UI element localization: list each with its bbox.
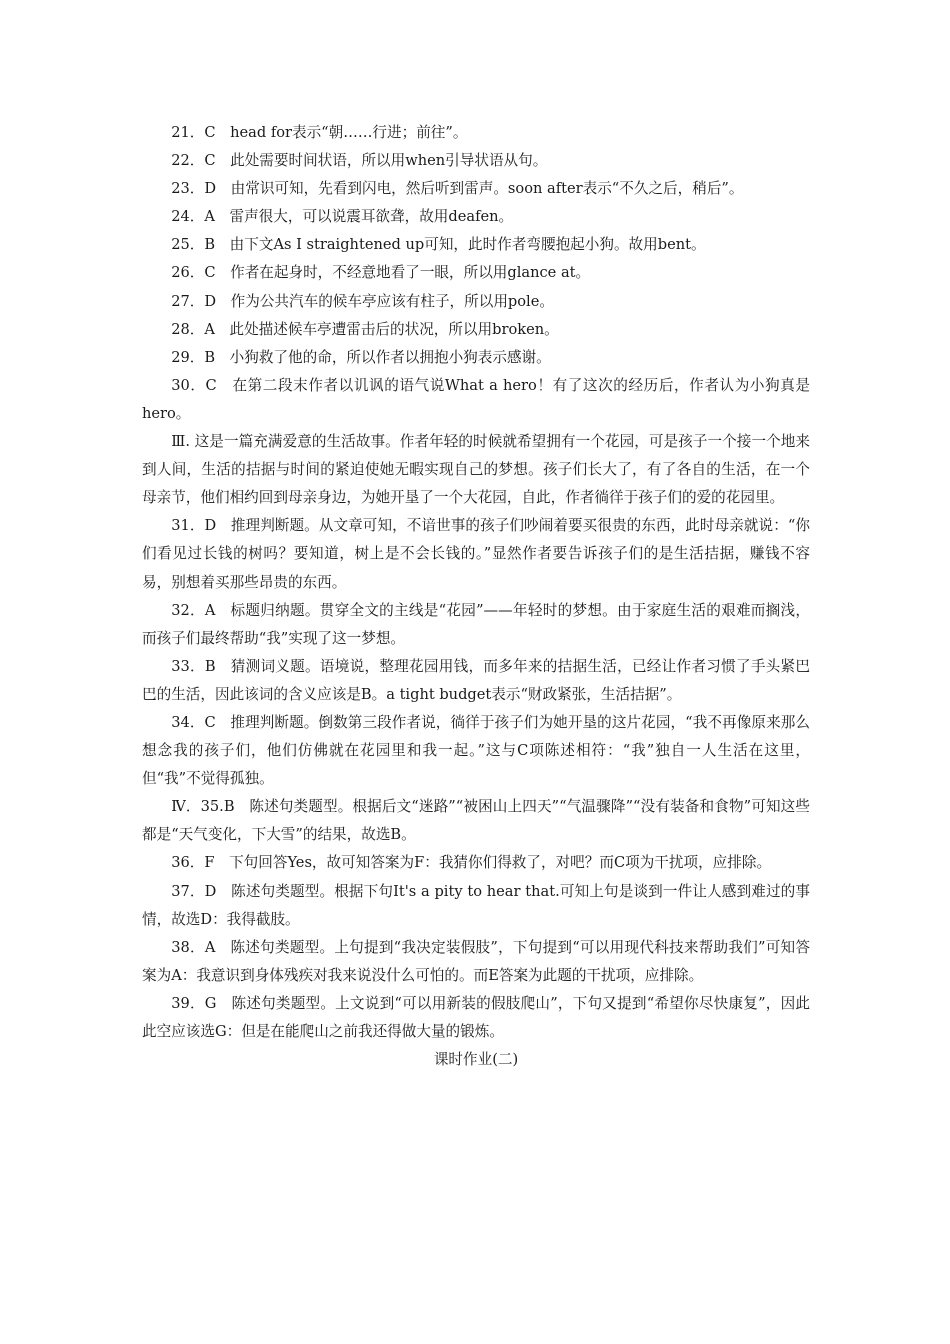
answer-38: 38．A 陈述句类题型。上句提到“我决定装假肢”，下句提到“可以用现代科技来帮助我们”可知答案为A：我意识到身体残疾对我来说没什么可怕的。而E答案为此题的干扰项，应排除。 xyxy=(142,938,810,984)
answer-28: 28．A 此处描述候车亭遭雷击后的状况，所以用broken。 xyxy=(171,320,559,338)
section-iii-summary: Ⅲ. 这是一篇充满爱意的生活故事。作者年轻的时候就希望拥有一个花园，可是孩子一个接一个地来到人间，生活的拮据与时间的紧迫使她无暇实现自己的梦想。孩子们长大了，有了各自的生活，在一个母亲节，他们相约回到母亲身边，为她开垦了一个大花园，自此，作者徜徉于孩子们的爱的花园里。 xyxy=(142,433,810,507)
answer-25: 25．B 由下文As I straightened up可知，此时作者弯腰抱起小狗。故用bent。 xyxy=(171,236,706,254)
answer-32: 32．A 标题归纳题。贯穿全文的主线是“花园”——年轻时的梦想。由于家庭生活的艰难而搁浅，而孩子们最终帮助“我”实现了这一梦想。 xyxy=(142,601,810,647)
answer-35: Ⅳ．35.B 陈述句类题型。根据后文“迷路”“被困山上四天”“气温骤降”“没有装备和食物”可知这些都是“天气变化，下大雪”的结果，故选B。 xyxy=(142,798,810,844)
answer-26: 26．C 作者在起身时，不经意地看了一眼，所以用glance at。 xyxy=(171,264,591,282)
answer-30: 30．C 在第二段末作者以讥讽的语气说What a hero！有了这次的经历后，作者认为小狗真是hero。 xyxy=(142,376,810,422)
answer-21: 21．C head for表示“朝……行进；前往”。 xyxy=(171,124,468,141)
answer-27: 27．D 作为公共汽车的候车亭应该有柱子，所以用pole。 xyxy=(171,292,554,310)
document-page xyxy=(142,119,810,1074)
answer-33: 33．B 猜测词义题。语境说，整理花园用钱，而多年来的拮据生活，已经让作者习惯了手头紧巴巴的生活，因此该词的含义应该是B。a tight budget表示“财政紧张，生活拮据”。 xyxy=(142,657,810,703)
answer-29: 29．B 小狗救了他的命，所以作者以拥抱小狗表示感谢。 xyxy=(171,348,551,366)
answer-34: 34．C 推理判断题。倒数第三段作者说，徜徉于孩子们为她开垦的这片花园，“我不再像原来那么想念我的孩子们，他们仿佛就在花园里和我一起。”这与C项陈述相符：“我”独自一人生活在这里，但“我”不觉得孤独。 xyxy=(142,713,810,788)
answer-39: 39．G 陈述句类题型。上文说到“可以用新装的假肢爬山”，下句又提到“希望你尽快康复”，因此此空应该选G：但是在能爬山之前我还得做大量的锻炼。 xyxy=(142,994,810,1040)
section-heading: 课时作业(二) xyxy=(433,1051,519,1069)
answer-36: 36．F 下句回答Yes，故可知答案为F：我猜你们得救了，对吧？而C项为干扰项，应排除。 xyxy=(171,854,772,872)
answer-24: 24．A 雷声很大，可以说震耳欲聋，故用deafen。 xyxy=(171,208,514,226)
answer-37: 37．D 陈述句类题型。根据下句It's a pity to hear that.可知上句是谈到一件让人感到难过的事情，故选D：我得截肢。 xyxy=(142,882,810,928)
answer-23: 23．D 由常识可知，先看到闪电，然后听到雷声。soon after表示“不久之后，稍后”。 xyxy=(171,180,744,198)
answer-31: 31．D 推理判断题。从文章可知，不谙世事的孩子们吵闹着要买很贵的东西，此时母亲就说：“你们看见过长钱的树吗？要知道，树上是不会长钱的。”显然作者要告诉孩子们的是生活拮据，赚钱不容易，别想着买那些昂贵的东西。 xyxy=(142,517,810,591)
answer-22: 22．C 此处需要时间状语，所以用when引导状语从句。 xyxy=(171,152,548,170)
